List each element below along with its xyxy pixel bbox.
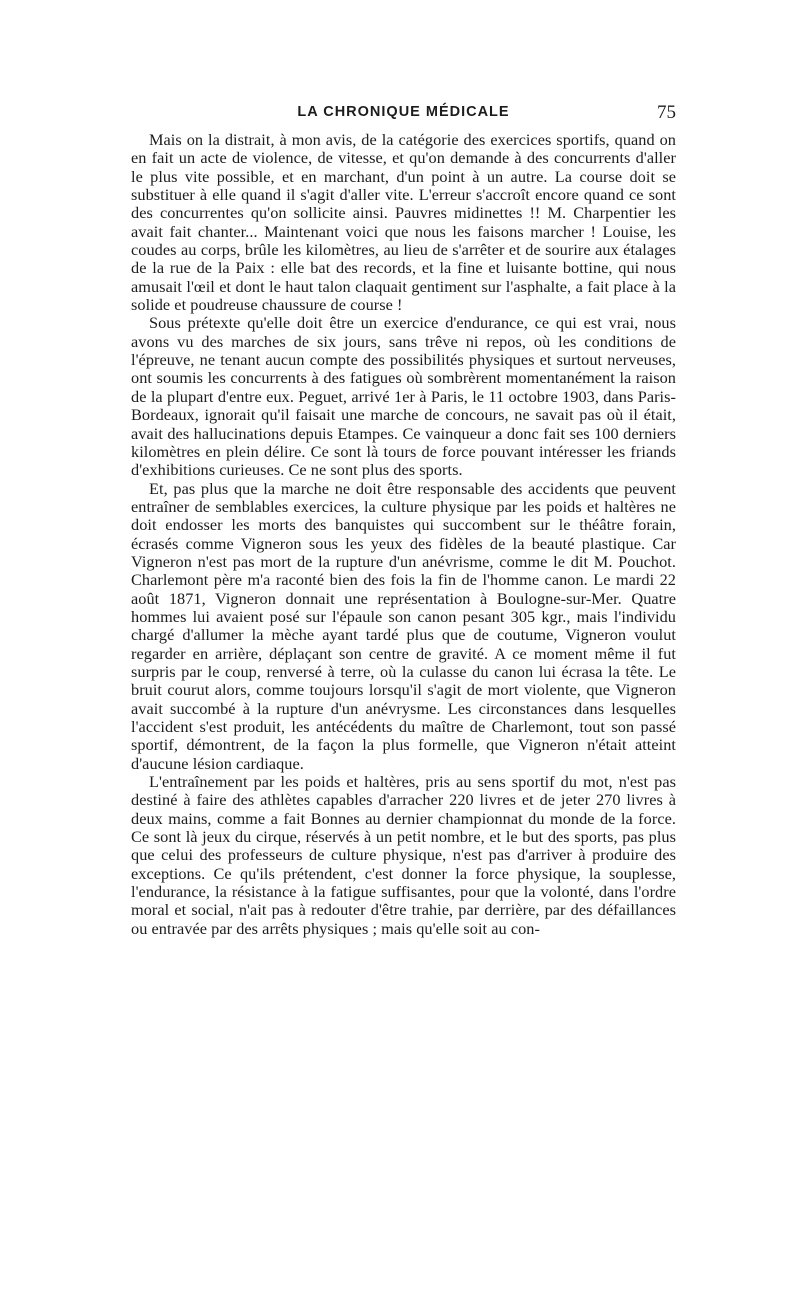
journal-title: LA CHRONIQUE MÉDICALE — [297, 104, 510, 120]
page-number: 75 — [657, 102, 676, 123]
paragraph-vigneron-accident: Et, pas plus que la marche ne doit être responsable des accidents que peuvent entraîner de semblables exercices, la culture physique par les poids et haltères ne doit endosser les morts des banquistes qui succombent sur le théâtre forain, écrasés comme Vigneron sous les yeux des fidèles de la beauté plastique. Car Vigneron n'est pas mort de la rupture d'un anévrisme, comme le dit M. Pouchot. Charlemont père m'a raconté bien des fois la fin de l'homme canon. Le mardi 22 août 1871, Vigneron donnait une représentation à Boulogne-sur-Mer. Quatre hommes lui avaient posé sur l'épaule son canon pesant 305 kgr., mais l'individu chargé d'allumer la mèche ayant tardé plus que de coutume, Vigneron voulut regarder en arrière, déplaçant son centre de gravité. A ce moment même il fut surpris par le coup, renversé à terre, où la culasse du canon lui écrasa la tête. Le bruit courut alors, comme toujours lorsqu'il s'agit de mort violente, que Vigneron avait succombé à la rupture d'un anévrysme. Les circonstances dans lesquelles l'accident s'est produit, les antécédents du maître de Charlemont, tout son passé sportif, démontrent, de la façon la plus formelle, que Vigneron n'était atteint d'aucune lésion cardiaque. — [131, 478, 676, 773]
running-head — [131, 104, 676, 128]
paragraph-weight-training: L'entraînement par les poids et haltères, pris au sens sportif du mot, n'est pas destiné à faire des athlètes capables d'arracher 220 livres et de jeter 270 livres à deux mains, comme a fait Bonnes au dernier championnat du monde de la force. Ce sont là jeux du cirque, réservés à un petit nombre, et le but des sports, pas plus que celui des professeurs de culture physique, n'est pas d'arriver à produire des exceptions. Ce qu'ils prétendent, c'est donner la force physique, la souplesse, l'endurance, la résistance à la fatigue suffisantes, pour que la volonté, dans l'ordre moral et social, n'ait pas à redouter d'être trahie, par derrière, par des défaillances ou entravée par des arrêts physiques ; mais qu'elle soit au con- — [131, 772, 676, 938]
paragraph-walking-races: Mais on la distrait, à mon avis, de la catégorie des exercices sportifs, quand on en fait un acte de violence, de vitesse, et qu'on demande à des concurrents d'aller le plus vite possible, et en marchant, d'un point à un autre. La course doit se substituer à elle quand il s'agit d'aller vite. L'erreur s'accroît encore quand ce sont des concurrentes qu'on sollicite ainsi. Pauvres midinettes !! M. Charpentier les avait fait chanter... Maintenant voici que nous les faisons marcher ! Louise, les coudes au corps, brûle les kilomètres, au lieu de s'arrêter et de sourire aux étalages de la rue de la Paix : elle bat des records, et la fine et luisante bottine, qui nous amusait l'œil et dont le haut talon claquait gentiment sur l'asphalte, a fait place à la solide et poudreuse chaussure de course ! — [131, 130, 676, 315]
body-text — [131, 131, 676, 938]
paragraph-endurance-marches: Sous prétexte qu'elle doit être un exercice d'endurance, ce qui est vrai, nous avons vu des marches de six jours, sans trêve ni repos, où les conditions de l'épreuve, ne tenant aucun compte des possibilités physiques et surtout nerveuses, ont soumis les concurrents à des fatigues où sombrèrent momentanément la raison de la plupart d'entre eux. Peguet, arrivé 1er à Paris, le 11 octobre 1903, dans Paris-Bordeaux, ignorait qu'il faisait une marche de concours, ne savait pas où il était, avait des hallucinations depuis Etampes. Ce vainqueur a donc fait ses 100 derniers kilomètres en plein délire. Ce sont là tours de force pouvant intéresser les friands d'exhibitions curieuses. Ce ne sont plus des sports. — [131, 313, 676, 480]
